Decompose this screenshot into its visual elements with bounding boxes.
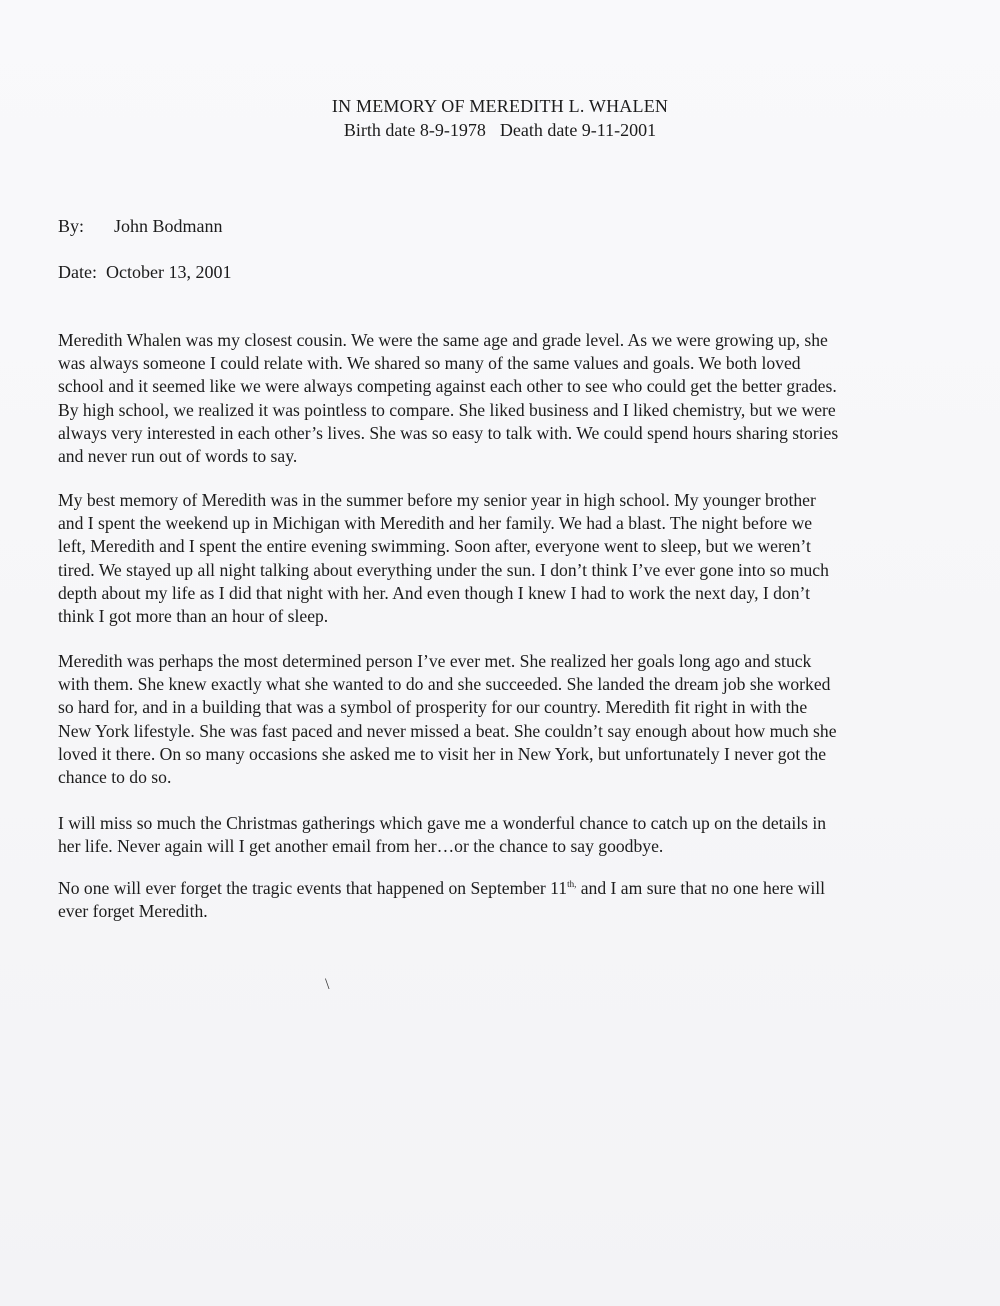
paragraph-line: school and it seemed like we were always competing against each other to see who could get the better grades.	[58, 376, 837, 397]
paragraph-line: left, Meredith and I spent the entire evening swimming. Soon after, everyone went to sleep, but we weren’t	[58, 536, 811, 557]
paragraph-line: so hard for, and in a building that was a symbol of prosperity for our country. Meredith fit right in with the	[58, 697, 808, 718]
paragraph-line: chance to do so.	[58, 767, 172, 788]
paragraph-line: her life. Never again will I get another email from her…or the chance to say goodbye.	[58, 836, 664, 857]
paragraph-line: think I got more than an hour of sleep.	[58, 606, 329, 627]
paragraph-line: depth about my life as I did that night with her. And even though I knew I had to work the next day, I don’t	[58, 582, 810, 603]
paragraph-4	[58, 812, 948, 858]
paragraph-line: ever forget Meredith.	[58, 901, 208, 922]
paragraph-5	[58, 877, 948, 923]
paragraph-1	[58, 329, 948, 468]
paragraph-line: was always someone I could relate with. We shared so many of the same values and goals. We both loved	[58, 353, 801, 374]
by-label: By:	[58, 216, 85, 236]
date-line: Date: October 13, 2001	[58, 262, 232, 282]
stray-pen-mark: \	[325, 976, 330, 993]
paragraph-line: tired. We stayed up all night talking about everything under the sun. I don’t think I’ve ever gone into so much	[58, 559, 829, 580]
author-name: John Bodmann	[114, 216, 223, 236]
paragraph-line: Meredith Whalen was my closest cousin. We were the same age and grade level. As we were growing up, she	[58, 330, 828, 350]
paragraph-line: By high school, we realized it was pointless to compare. She liked business and I liked chemistry, but we were	[58, 399, 836, 420]
paragraph-3	[58, 650, 948, 789]
paragraph-line: My best memory of Meredith was in the summer before my senior year in high school. My younger brother	[58, 490, 816, 510]
line-text: No one will ever forget the tragic events that happened on September 11	[58, 878, 568, 898]
paragraph-line	[58, 877, 948, 900]
paragraph-line: with them. She knew exactly what she wanted to do and she succeeded. She landed the dream job she worked	[58, 674, 831, 695]
line-text: and I am sure that no one here will	[576, 878, 826, 898]
life-dates	[0, 120, 1000, 141]
paragraph-line: and never run out of words to say.	[58, 446, 298, 467]
memorial-title: IN MEMORY OF MEREDITH L. WHALEN	[331, 96, 669, 116]
author-line	[58, 216, 223, 237]
paragraph-line: always very interested in each other’s lives. She was so easy to talk with. We could spend hours sharing stories	[58, 422, 839, 443]
paragraph-line: I will miss so much the Christmas gatherings which gave me a wonderful chance to catch up on the details in	[58, 813, 827, 833]
death-date: Death date 9-11-2001	[499, 120, 657, 140]
paragraph-2	[58, 489, 948, 628]
paragraph-line: loved it there. On so many occasions she asked me to visit her in New York, but unfortunately I never got the	[58, 743, 827, 764]
birth-date: Birth date 8-9-1978	[343, 120, 486, 140]
paragraph-line: and I spent the weekend up in Michigan with Meredith and her family. We had a blast. The night before we	[58, 513, 813, 534]
paragraph-line: Meredith was perhaps the most determined person I’ve ever met. She realized her goals long ago and stuck	[58, 651, 812, 671]
paragraph-line: New York lifestyle. She was fast paced and never missed a beat. She couldn’t say enough about how much she	[58, 720, 837, 741]
ordinal-suffix: th,	[567, 879, 577, 889]
